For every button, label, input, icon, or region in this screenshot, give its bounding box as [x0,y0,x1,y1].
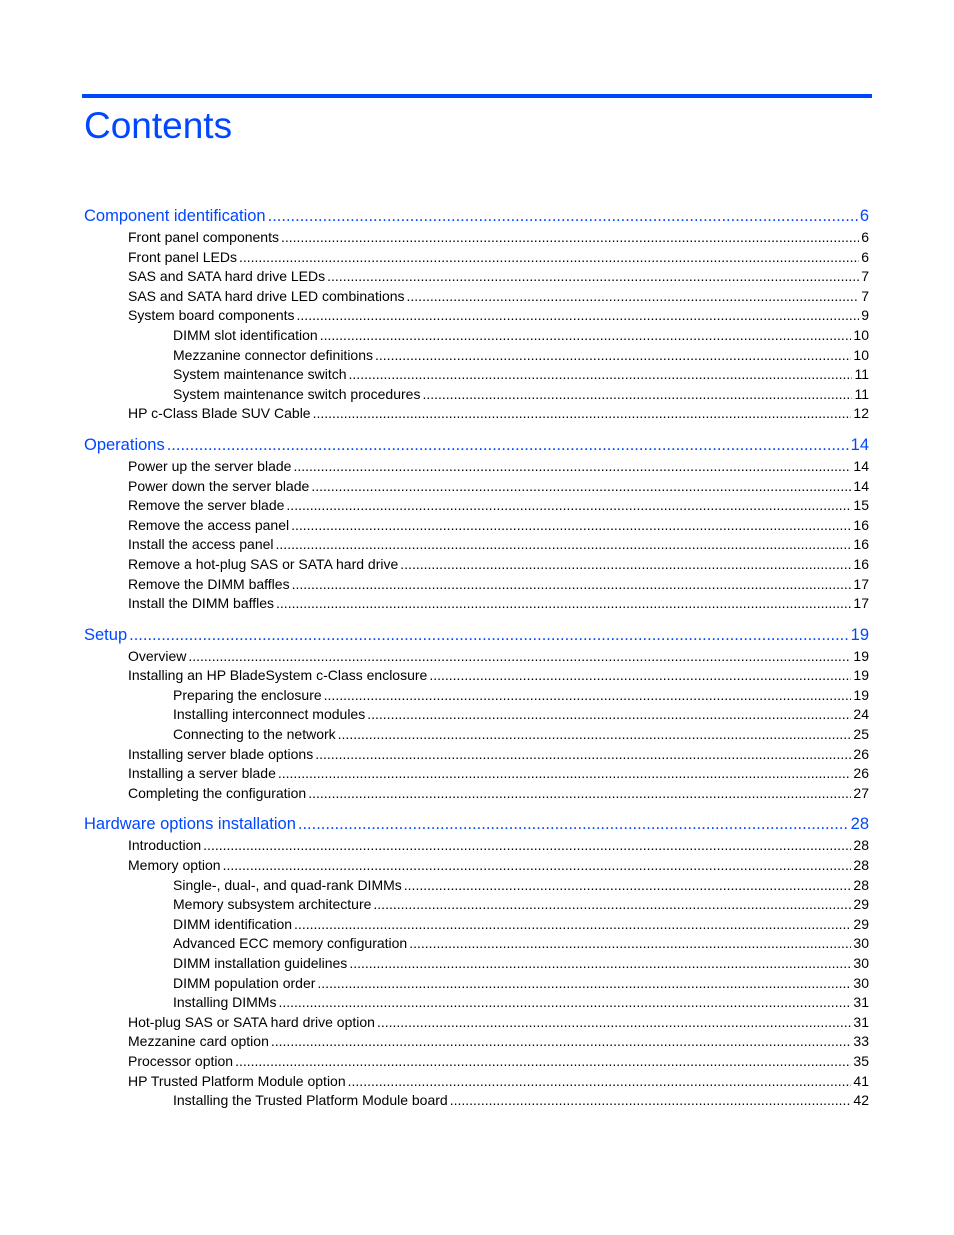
toc-page-number: 14 [853,477,869,494]
dot-leader [271,1032,852,1052]
toc-page-number: 24 [853,706,869,723]
toc-section-link[interactable] [84,836,869,856]
toc-entry-title: System maintenance switch procedures [173,385,421,402]
toc-page-number: 16 [853,555,869,572]
toc-subsection-link[interactable] [84,974,869,994]
toc-page-number: 14 [853,457,869,474]
toc-section-link[interactable] [84,555,869,575]
header-rule [82,94,872,98]
toc-page-number: 26 [853,745,869,762]
toc-entry-title: Remove the DIMM baffles [128,575,290,592]
toc-section-link[interactable] [84,575,869,595]
toc-page-number: 19 [853,667,869,684]
toc-entry-title: Remove the access panel [128,516,290,533]
toc-section-link[interactable] [84,228,869,248]
toc-entry-title: Advanced ECC memory configuration [173,935,408,952]
toc-page-number: 9 [861,307,869,324]
toc-entry-title: Installing a server blade [128,765,276,782]
toc-entry-title: Preparing the enclosure [173,686,322,703]
dot-leader [315,745,851,765]
toc-entry-title: DIMM identification [173,915,293,932]
toc-entry-title: Introduction [128,837,202,854]
toc-page-number: 12 [853,405,869,422]
dot-leader [167,434,849,457]
toc-page-number: 35 [853,1052,869,1069]
toc-entry-title: Installing DIMMs [173,994,277,1011]
dot-leader [324,686,852,706]
toc-entry-title: Processor option [128,1052,234,1069]
toc-entry-title: Mezzanine card option [128,1033,269,1050]
toc-entry-title: Setup [84,625,128,644]
toc-section [84,813,869,1110]
toc-page-number: 28 [853,876,869,893]
dot-leader [297,306,860,326]
toc-section-link[interactable] [84,477,869,497]
dot-leader [377,1013,851,1033]
page-title: Contents [84,105,233,146]
toc-subsection-link[interactable] [84,1091,869,1111]
toc-section-link[interactable] [84,1013,869,1033]
toc-page-number: 19 [850,625,869,644]
toc-entry-title: Memory subsystem architecture [173,896,372,913]
toc-page-number: 29 [853,915,869,932]
toc-page-number: 6 [861,248,869,265]
toc-entry-title: System maintenance switch [173,366,347,383]
dot-leader [407,287,860,307]
toc-subsection-link[interactable] [84,934,869,954]
toc-page-number: 31 [853,1013,869,1030]
toc-entry-title: Memory option [128,857,221,874]
toc-section-link[interactable] [84,764,869,784]
dot-leader [239,248,859,268]
toc-section-link[interactable] [84,496,869,516]
toc-subsection-link[interactable] [84,385,869,405]
toc-section [84,624,869,804]
dot-leader [313,404,852,424]
toc-section-link[interactable] [84,306,869,326]
toc-entry-title: DIMM population order [173,974,316,991]
toc-subsection-link[interactable] [84,365,869,385]
toc-entry-title: Hot-plug SAS or SATA hard drive option [128,1013,375,1030]
toc-section-link[interactable] [84,248,869,268]
toc-page-number: 28 [850,815,869,834]
toc-chapter-link[interactable] [84,434,869,457]
dot-leader [375,346,851,366]
dot-leader [188,647,851,667]
toc-subsection-link[interactable] [84,895,869,915]
toc-page-number: 7 [861,268,869,285]
toc-entry-title: DIMM slot identification [173,326,318,343]
dot-leader [429,666,851,686]
toc-entry-title: HP Trusted Platform Module option [128,1072,346,1089]
toc-page-number: 7 [861,287,869,304]
toc-section [84,205,869,424]
toc-entry-title: SAS and SATA hard drive LED combinations [128,287,405,304]
toc-entry-title: Installing an HP BladeSystem c-Class enclosure [128,667,428,684]
dot-leader [293,457,851,477]
toc-entry-title: Power up the server blade [128,457,292,474]
toc-section-link[interactable] [84,784,869,804]
dot-leader [327,267,859,287]
toc-entry-title: System board components [128,307,295,324]
toc-section-link[interactable] [84,856,869,876]
toc-entry-title: Completing the configuration [128,784,307,801]
dot-leader [348,1072,852,1092]
toc-entry-title: DIMM installation guidelines [173,955,348,971]
dot-leader [349,365,853,385]
dot-leader [278,993,851,1013]
dot-leader [317,974,851,994]
toc-entry-title: Power down the server blade [128,477,310,494]
toc-page-number: 11 [854,385,869,402]
toc-page-number: 16 [853,536,869,553]
toc-section-link[interactable] [84,647,869,667]
dot-leader [276,594,851,614]
dot-leader [404,876,852,896]
toc-chapter-link[interactable] [84,205,869,228]
toc-page-number: 30 [853,955,869,971]
toc-entry-title: Remove a hot-plug SAS or SATA hard drive [128,555,399,572]
toc-section-link[interactable] [84,267,869,287]
toc-entry-title: Operations [84,435,165,454]
toc-section-link[interactable] [84,516,869,536]
toc-subsection-link[interactable] [84,876,869,896]
toc-entry-title: Installing the Trusted Platform Module board [173,1092,448,1109]
toc-subsection-link[interactable] [84,705,869,725]
dot-leader [286,496,851,516]
toc-subsection-link[interactable] [84,954,869,974]
dot-leader [223,856,852,876]
toc-page-number: 30 [853,935,869,952]
toc-page-number: 17 [853,575,869,592]
toc-page-number: 28 [853,837,869,854]
toc-entry-title: Remove the server blade [128,497,285,514]
toc-entry-title: Mezzanine connector definitions [173,346,374,363]
dot-leader [235,1052,851,1072]
toc-entry-title: HP c-Class Blade SUV Cable [128,405,311,422]
toc-chapter-link[interactable] [84,624,869,647]
toc-page-number: 29 [853,896,869,913]
toc-section-link[interactable] [84,1032,869,1052]
dot-leader [400,555,851,575]
dot-leader [338,725,852,745]
dot-leader [320,326,852,346]
toc-page-number: 16 [853,516,869,533]
dot-leader [308,784,851,804]
toc-entry-title: Single-, dual-, and quad-rank DIMMs [173,876,402,893]
toc-section-link[interactable] [84,535,869,555]
toc-page-number: 10 [853,326,869,343]
dot-leader [276,535,852,555]
toc-page-number: 10 [853,346,869,363]
toc-page-number: 14 [850,435,869,454]
toc-page-number: 42 [853,1092,869,1109]
toc-entry-title: Install the DIMM baffles [128,595,275,612]
toc-entry-title: Installing interconnect modules [173,706,366,723]
dot-leader [367,705,851,725]
toc-subsection-link[interactable] [84,686,869,706]
toc-page-number: 15 [853,497,869,514]
toc-subsection-link[interactable] [84,915,869,935]
toc-page-number: 19 [853,647,869,664]
toc-entry-title: SAS and SATA hard drive LEDs [128,268,326,285]
toc-entry-title: Connecting to the network [173,726,336,743]
toc-entry-title: Front panel components [128,229,279,245]
toc-entry-title: Overview [128,647,187,664]
toc-page-number: 17 [853,595,869,612]
dot-leader [268,205,858,228]
dot-leader [349,954,851,974]
toc-entry-title: Front panel LEDs [128,248,237,265]
dot-leader [298,813,849,836]
toc-page-number: 31 [853,994,869,1011]
toc-page-number: 11 [854,366,869,383]
toc-page-number: 30 [853,974,869,991]
dot-leader [281,228,859,248]
toc-entry-title: Installing server blade options [128,745,314,762]
toc-page-number: 6 [859,207,869,225]
dot-leader [278,764,852,784]
dot-leader [294,915,851,935]
dot-leader [311,477,851,497]
toc-subsection-link[interactable] [84,725,869,745]
dot-leader [422,385,852,405]
toc-entry-title: Install the access panel [128,536,274,553]
toc-section-link[interactable] [84,404,869,424]
table-of-contents [84,205,869,1121]
toc-section [84,434,869,614]
toc-page-number: 28 [853,857,869,874]
toc-entry-title: Component identification [84,207,266,225]
toc-section-link[interactable] [84,745,869,765]
toc-page-number: 6 [861,229,869,245]
dot-leader [203,836,851,856]
toc-section-link[interactable] [84,1072,869,1092]
dot-leader [129,624,849,647]
toc-section-link[interactable] [84,1052,869,1072]
toc-section-link[interactable] [84,287,869,307]
toc-section-link[interactable] [84,594,869,614]
dot-leader [373,895,851,915]
toc-page-number: 41 [853,1072,869,1089]
toc-page-number: 25 [853,726,869,743]
toc-page-number: 33 [853,1033,869,1050]
toc-page-number: 27 [853,784,869,801]
toc-page-number: 26 [853,765,869,782]
toc-entry-title: Hardware options installation [84,815,296,834]
dot-leader [450,1091,852,1111]
dot-leader [291,516,851,536]
toc-subsection-link[interactable] [84,326,869,346]
toc-subsection-link[interactable] [84,346,869,366]
toc-page-number: 19 [853,686,869,703]
toc-subsection-link[interactable] [84,993,869,1013]
dot-leader [292,575,852,595]
toc-chapter-link[interactable] [84,813,869,836]
dot-leader [409,934,851,954]
toc-section-link[interactable] [84,666,869,686]
toc-section-link[interactable] [84,457,869,477]
